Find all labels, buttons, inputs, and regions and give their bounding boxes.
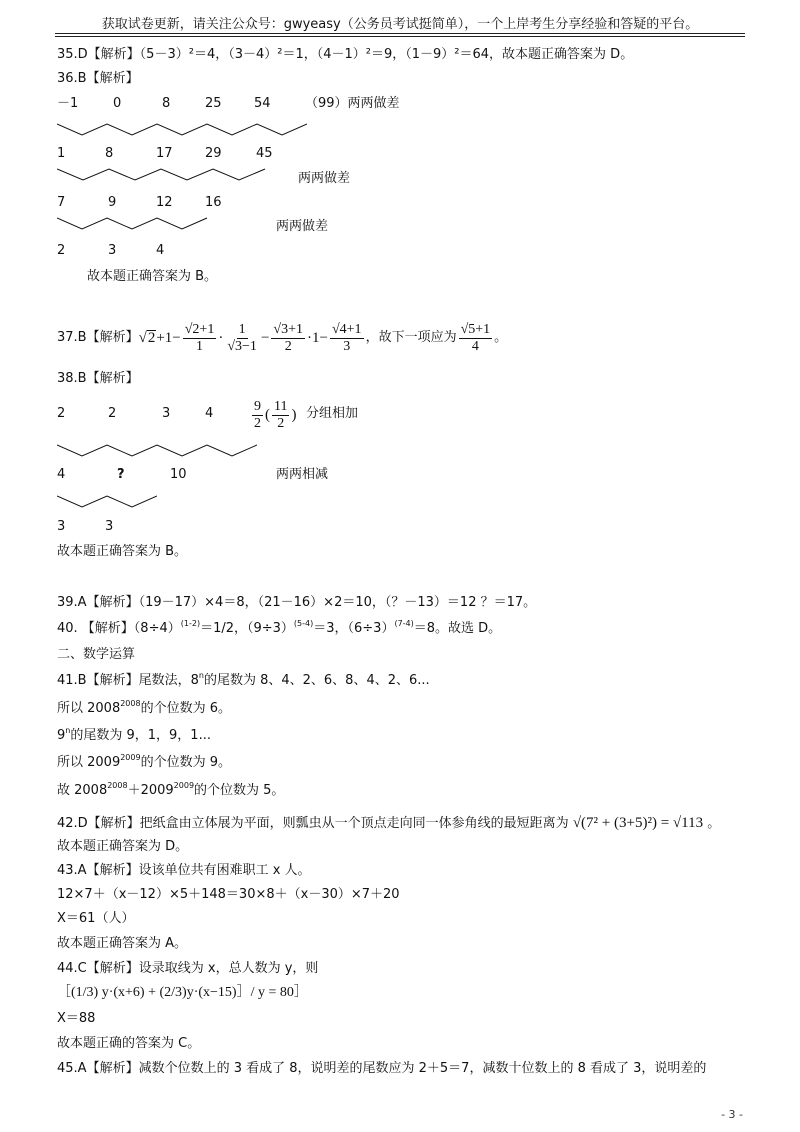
q36-r1-0: －1	[57, 96, 79, 111]
q38-fractions: $\frac{9}{2}$ ( $\frac{11}{2}$ )	[254, 398, 297, 431]
q43-l2: 12×7＋（x－12）×5＋148＝30×8＋（x－30）×7＋20	[57, 887, 400, 902]
q43-l4: 故本题正确答案为 A。	[57, 936, 188, 951]
q38-r2-2: 10	[170, 467, 187, 482]
q36-r3-0: 7	[57, 195, 66, 210]
q36-zigzag-2	[57, 165, 267, 185]
q37-end: 。	[494, 330, 508, 345]
q37-expression: √2+1−	[138, 330, 181, 346]
q38-r1-2: 3	[162, 406, 171, 421]
q36-r3-1: 9	[108, 195, 117, 210]
q36-r2-1: 8	[105, 146, 114, 161]
q36-r2-2: 17	[156, 146, 173, 161]
q38-r1-note: 分组相加	[306, 406, 359, 421]
q38-r2-0: 4	[57, 467, 66, 482]
q37-frac-3: $\frac{√3+1}{2}$	[273, 321, 303, 354]
q38-frac-b: $\frac{11}{2}$	[274, 398, 288, 431]
q39-line: 39.A【解析】（19－17）×4＝8，（21－16）×2＝10，（？－13）＝12 ？＝17。	[57, 595, 537, 610]
q36-r3-note: 两两做差	[276, 219, 329, 234]
q36-zigzag-3	[57, 214, 217, 234]
q37-mid: ，故下一项应为	[365, 330, 457, 345]
q37-frac-4: $\frac{√4+1}{3}$	[331, 321, 362, 354]
header-rule	[55, 33, 745, 34]
q38-r3-0: 3	[57, 519, 66, 534]
q36-r2-note: 两两做差	[298, 171, 351, 186]
q45-line: 45.A【解析】减数个位数上的 3 看成了 8，说明差的尾数应为 2＋5＝7，减数十位数上的 8 看成了 3，说明差的	[57, 1061, 707, 1076]
q36-r4-0: 2	[57, 243, 66, 258]
q40-line: 40. 【解析】$(8\div 4)^{(1-2)}=1/2$，$(9\div 3)^{(5-4)}=3$，$(6\div 3)^{(7-4)}=8$。故选 D。	[57, 619, 502, 636]
q36-r1-2: 8	[162, 96, 171, 111]
q36-head: 36.B【解析】	[57, 71, 139, 86]
q36-zigzag-1	[57, 120, 307, 140]
q36-r1-4: 54	[254, 96, 271, 111]
q36-answer: 故本题正确答案为 B。	[87, 269, 218, 284]
page-header: 获取试卷更新，请关注公众号：gwyeasy（公务员考试挺简单），一个上岸考生分享经验和答疑的平台。	[101, 17, 699, 32]
q38-answer: 故本题正确答案为 B。	[57, 544, 188, 559]
q41-l1: 41.B【解析】尾数法，8$^n$的尾数为 8、4、2、6、8、4、2、6...	[57, 671, 430, 688]
q38-r2-1: ?	[117, 467, 125, 482]
q36-r3-3: 16	[205, 195, 222, 210]
q41-l2: 所以 $2008^{2008}$的个位数为 6。	[57, 699, 231, 716]
q37-head: 37.B【解析】	[57, 330, 139, 345]
q38-zigzag-1	[57, 441, 257, 461]
q44-l2: ［(1/3) y·(x+6) + (2/3)y·(x−15)］/ y = 80］	[57, 985, 308, 1000]
q43-l3: X＝61（人）	[57, 911, 135, 926]
q36-r2-4: 45	[256, 146, 273, 161]
q36-r1-1: 0	[113, 96, 122, 111]
q41-l4: 所以 $2009^{2009}$的个位数为 9。	[57, 753, 231, 770]
q36-r3-2: 12	[156, 195, 173, 210]
q38-head: 38.B【解析】	[57, 371, 139, 386]
q38-r1-1: 2	[108, 406, 117, 421]
q44-l3: X＝88	[57, 1011, 96, 1026]
q38-r3-1: 3	[105, 519, 114, 534]
q37-frac-2: $\frac{1}{√3-1}$	[227, 321, 257, 354]
q41-l5: 故 $2008^{2008}+2009^{2009}$的个位数为 5。	[57, 781, 285, 798]
q36-r1-3: 25	[205, 96, 222, 111]
q41-l3: 9$^n$的尾数为 9，1，9，1...	[57, 726, 211, 743]
header-rule-2	[55, 36, 745, 37]
q42-l2: 故本题正确答案为 D。	[57, 839, 189, 854]
q44-l4: 故本题正确的答案为 C。	[57, 1036, 201, 1051]
q42-l1: 42.D【解析】把纸盒由立体展为平面，则瓢虫从一个顶点走向同一体参角线的最短距离为 √(7² + (3+5)²) = √113 。	[57, 815, 721, 831]
q38-frac-a: $\frac{9}{2}$	[254, 398, 261, 431]
q36-r4-2: 4	[156, 243, 165, 258]
q36-r2-0: 1	[57, 146, 66, 161]
q36-r2-3: 29	[205, 146, 222, 161]
page-number: - 3 -	[721, 1108, 743, 1121]
q38-r1-3: 4	[205, 406, 214, 421]
q37-line: 37.B【解析】 √2+1− $\frac{√2+1}{1}$ · $\frac{1}{√3-1}$ − $\frac{√3+1}{2}$ ·1− $\frac{√4+1}{3}$ ，故下一项应为 $\frac{√5+1}{4}$ 。	[57, 321, 508, 354]
q42-expression: √(7² + (3+5)²) = √113	[572, 815, 704, 831]
section-title: 二、数学运算	[57, 647, 136, 662]
q37-frac-1: $\frac{√2+1}{1}$	[184, 321, 215, 354]
q35-line: 35.D【解析】（5－3）²＝4，（3－4）²＝1，（4－1）²＝9，（1－9）²＝64，故本题正确答案为 D。	[57, 47, 634, 62]
q38-zigzag-2	[57, 492, 157, 512]
q36-r1-5: （99）两两做差	[305, 96, 400, 111]
q36-r4-1: 3	[108, 243, 117, 258]
q37-frac-answer: $\frac{√5+1}{4}$	[460, 321, 491, 354]
q44-l1: 44.C【解析】设录取线为 x，总人数为 y，则	[57, 961, 319, 976]
q38-r1-0: 2	[57, 406, 66, 421]
q38-r2-note: 两两相减	[276, 467, 329, 482]
q43-l1: 43.A【解析】设该单位共有困难职工 x 人。	[57, 863, 311, 878]
